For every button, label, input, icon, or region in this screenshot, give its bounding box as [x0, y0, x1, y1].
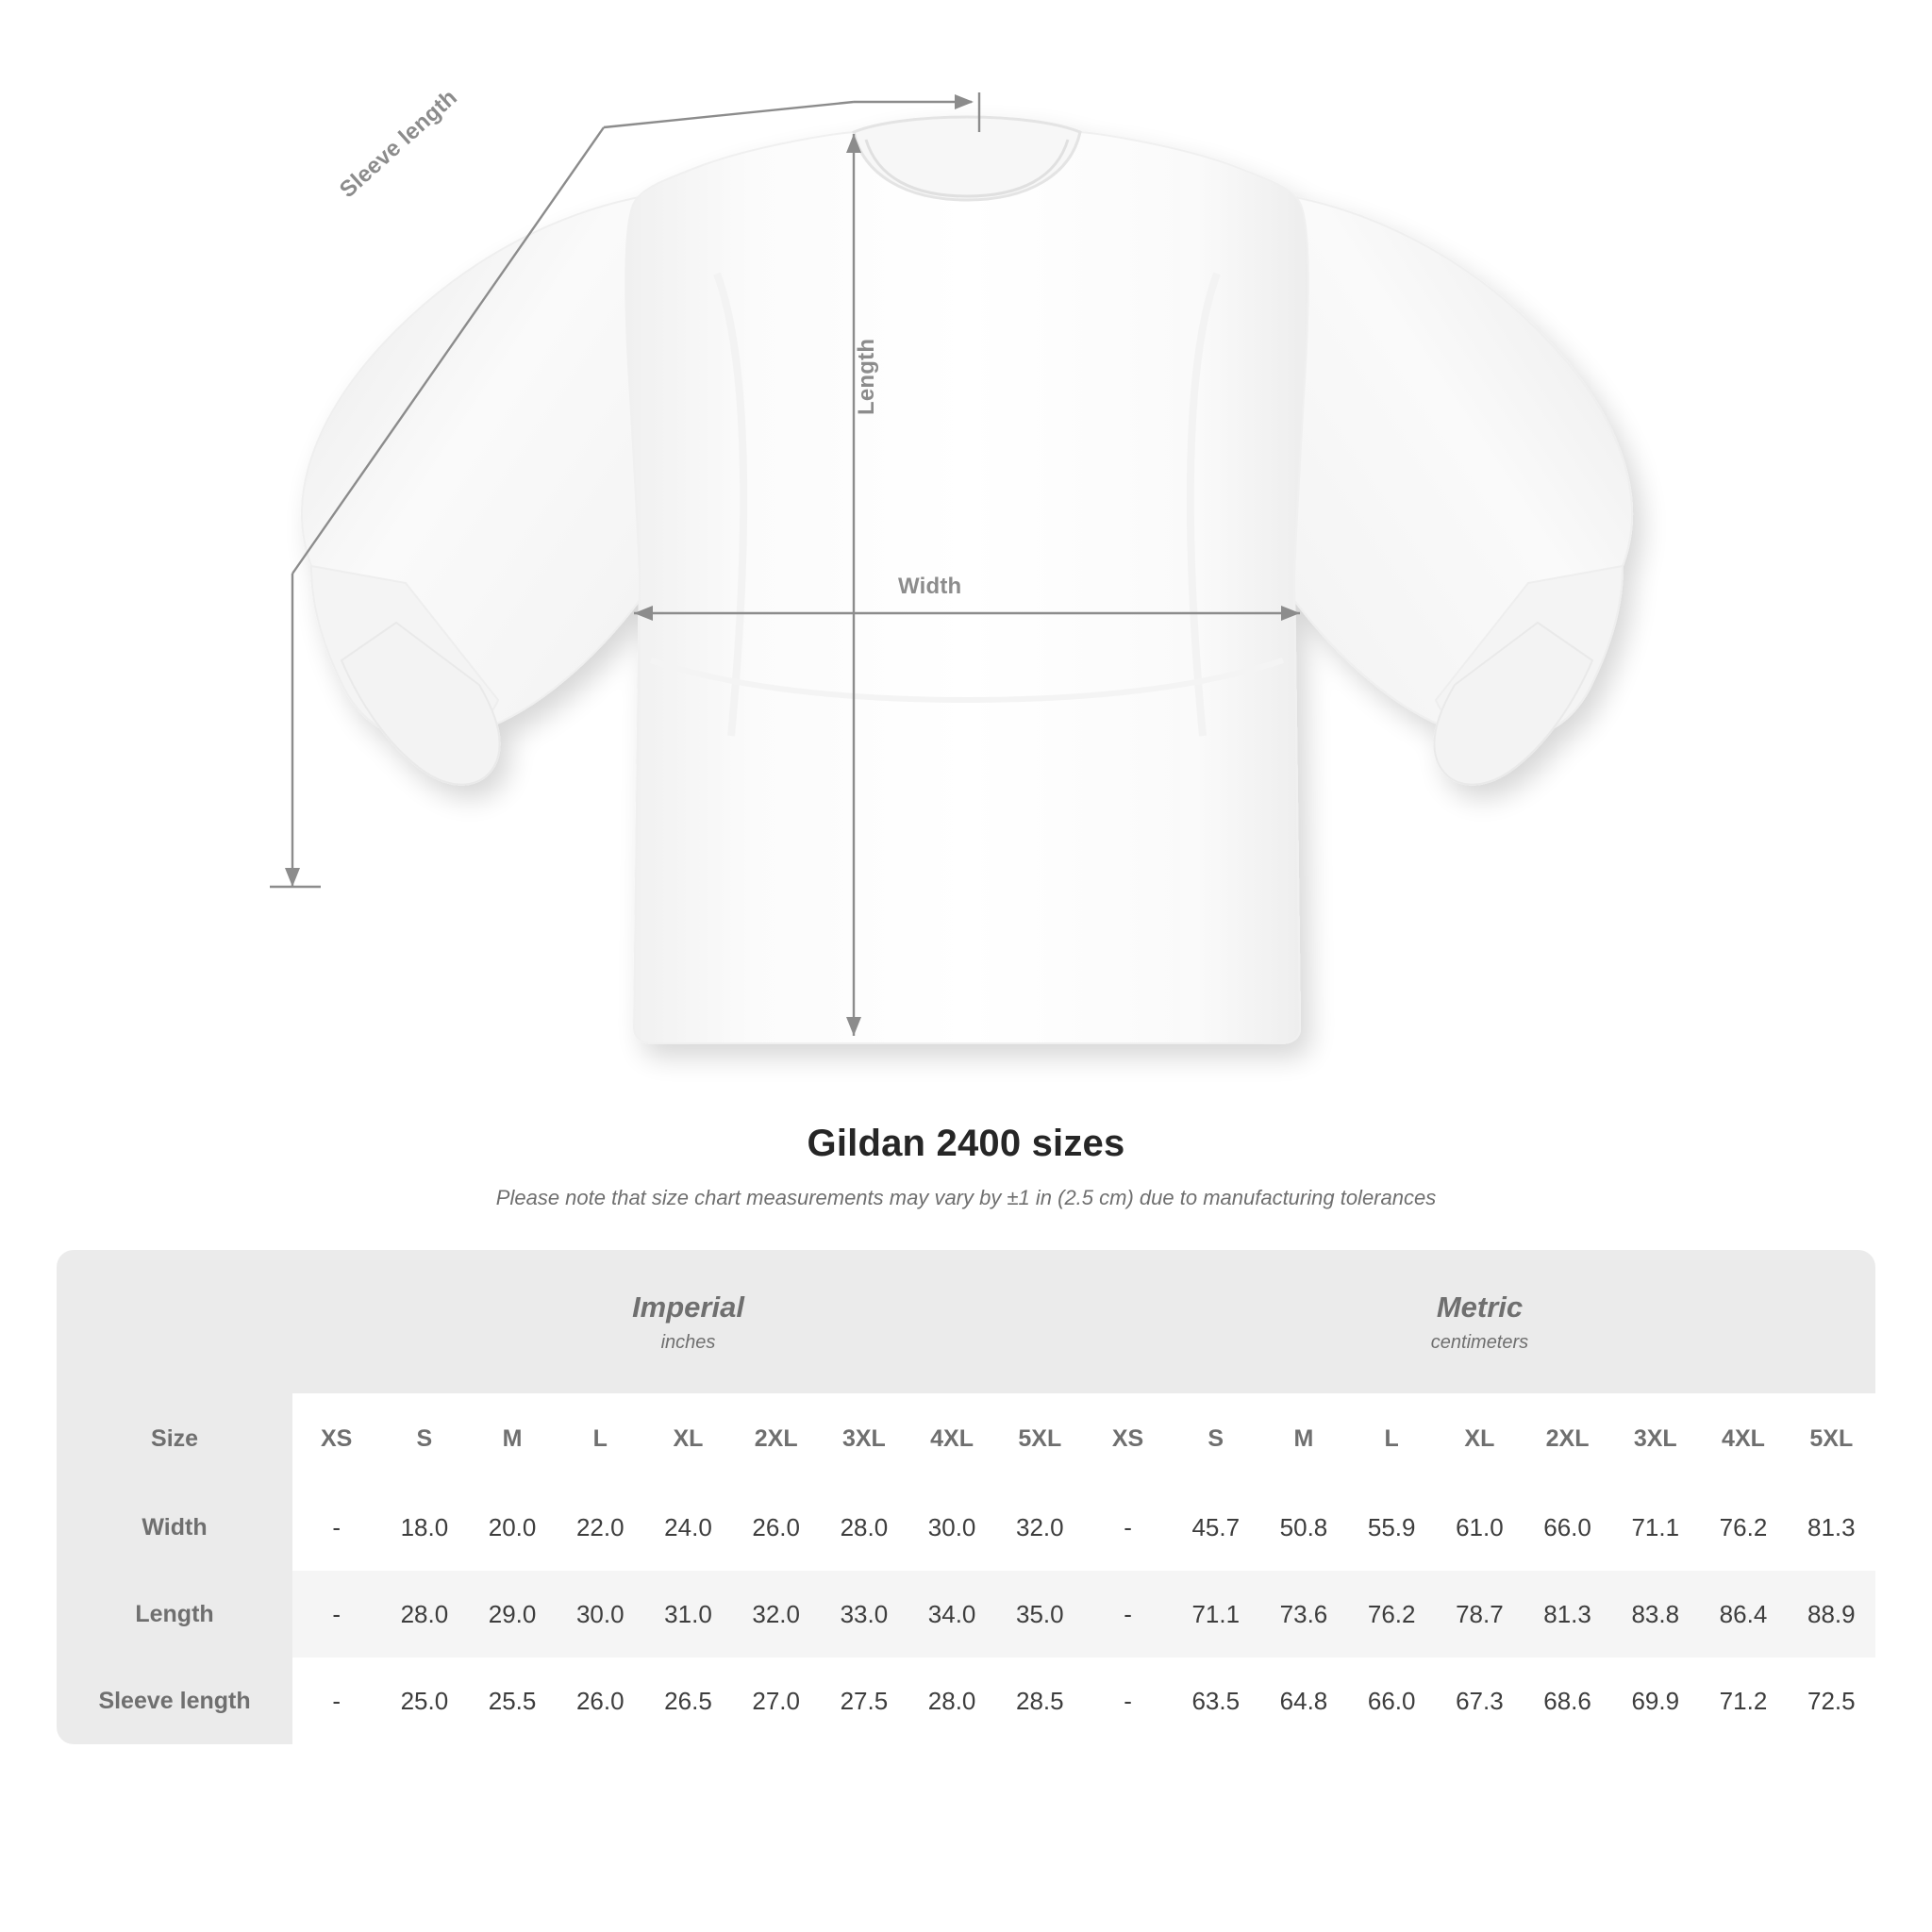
- cell-sleeve-metric-s: 63.5: [1191, 1686, 1241, 1715]
- size-header-label: Size: [57, 1393, 292, 1484]
- cell-width-metric-xl: 61.0: [1456, 1512, 1504, 1541]
- cell-sleeve-metric-3xl: 69.9: [1631, 1686, 1680, 1715]
- unit-sub-imperial: inches: [660, 1331, 716, 1353]
- size-header-metric-2xl: 2XL: [1524, 1393, 1611, 1484]
- cell-sleeve-imperial-s: 25.0: [400, 1686, 449, 1715]
- cell-width-imperial-5xl: 32.0: [1016, 1512, 1064, 1541]
- cell-width-metric-l: 55.9: [1367, 1512, 1416, 1541]
- sleeve-length-dimension-label: Sleeve length: [335, 84, 462, 204]
- cell-width-metric-xs: -: [1124, 1512, 1132, 1541]
- size-table-wrap: [57, 1250, 1875, 1744]
- size-header-imperial-xl: XL: [644, 1393, 732, 1484]
- shirt-silhouette: [302, 117, 1632, 1043]
- unit-header-row: [57, 1250, 1875, 1393]
- unit-sub-metric: centimeters: [1430, 1331, 1529, 1353]
- cell-length-metric-xs: -: [1084, 1571, 1172, 1657]
- cell-sleeve-imperial-m: 25.5: [488, 1686, 537, 1715]
- cell-length-imperial-3xl: 33.0: [820, 1571, 908, 1657]
- cell-length-metric-s: 71.1: [1172, 1571, 1259, 1657]
- cell-length-metric-l: 76.2: [1348, 1571, 1436, 1657]
- size-header-metric-xs: XS: [1084, 1393, 1172, 1484]
- table-row: [57, 1571, 1875, 1657]
- cell-length-metric-5xl: 88.9: [1788, 1571, 1875, 1657]
- unit-name-metric: Metric: [1436, 1290, 1524, 1324]
- size-header-imperial-l: L: [557, 1393, 644, 1484]
- size-header-metric-5xl: 5XL: [1788, 1393, 1875, 1484]
- cell-sleeve-metric-xl: 67.3: [1456, 1686, 1504, 1715]
- row-label-width: Width: [57, 1484, 292, 1571]
- cell-width-metric-4xl: 76.2: [1719, 1512, 1768, 1541]
- cell-length-imperial-s: 28.0: [380, 1571, 468, 1657]
- cell-length-imperial-m: 29.0: [468, 1571, 556, 1657]
- row-label-sleeve-length: Sleeve length: [57, 1657, 292, 1744]
- cell-sleeve-imperial-4xl: 28.0: [927, 1686, 976, 1715]
- cell-length-metric-4xl: 86.4: [1699, 1571, 1787, 1657]
- row-label-length: Length: [57, 1571, 292, 1657]
- cell-width-imperial-3xl: 28.0: [840, 1512, 889, 1541]
- size-table: [57, 1250, 1875, 1744]
- cell-length-metric-m: 73.6: [1259, 1571, 1347, 1657]
- cell-length-imperial-4xl: 34.0: [908, 1571, 995, 1657]
- width-dimension-label: Width: [898, 574, 962, 599]
- size-header-imperial-m: M: [468, 1393, 556, 1484]
- cell-width-imperial-l: 22.0: [575, 1512, 625, 1541]
- cell-sleeve-metric-4xl: 71.2: [1719, 1686, 1768, 1715]
- cell-width-imperial-xl: 24.0: [664, 1512, 712, 1541]
- size-header-metric-4xl: 4XL: [1699, 1393, 1787, 1484]
- size-header-metric-m: M: [1259, 1393, 1347, 1484]
- size-header-imperial-5xl: 5XL: [996, 1393, 1084, 1484]
- unit-name-imperial: Imperial: [632, 1290, 744, 1324]
- size-header-imperial-s: S: [380, 1393, 468, 1484]
- cell-width-metric-3xl: 71.1: [1631, 1512, 1680, 1541]
- cell-width-metric-2xl: 66.0: [1543, 1512, 1591, 1541]
- size-header-imperial-xs: XS: [292, 1393, 380, 1484]
- table-row: [57, 1484, 1875, 1571]
- cell-length-imperial-5xl: 35.0: [996, 1571, 1084, 1657]
- cell-length-imperial-2xl: 32.0: [732, 1571, 820, 1657]
- page-title: Gildan 2400 sizes: [807, 1123, 1125, 1164]
- size-header-metric-l: L: [1348, 1393, 1436, 1484]
- unit-header-imperial: [292, 1250, 1084, 1393]
- title-block: [0, 1123, 1932, 1210]
- cell-width-metric-5xl: 81.3: [1807, 1512, 1856, 1541]
- cell-length-metric-xl: 78.7: [1436, 1571, 1524, 1657]
- size-header-imperial-2xl: 2XL: [732, 1393, 820, 1484]
- cell-sleeve-metric-2xl: 68.6: [1543, 1686, 1591, 1715]
- size-header-imperial-3xl: 3XL: [820, 1393, 908, 1484]
- unit-header-metric: [1084, 1250, 1875, 1393]
- cell-sleeve-imperial-5xl: 28.5: [1016, 1686, 1064, 1715]
- size-header-imperial-4xl: 4XL: [908, 1393, 995, 1484]
- table-row: [57, 1657, 1875, 1744]
- cell-width-imperial-s: 18.0: [400, 1512, 449, 1541]
- cell-width-imperial-m: 20.0: [488, 1512, 537, 1541]
- cell-sleeve-imperial-xs: -: [332, 1686, 341, 1715]
- size-header-metric-s: S: [1172, 1393, 1259, 1484]
- cell-length-imperial-xs: -: [292, 1571, 380, 1657]
- cell-width-imperial-xs: -: [332, 1512, 341, 1541]
- cell-width-imperial-4xl: 30.0: [927, 1512, 976, 1541]
- cell-sleeve-imperial-2xl: 27.0: [752, 1686, 800, 1715]
- unit-header-spacer: [57, 1250, 292, 1393]
- cell-sleeve-metric-m: 64.8: [1279, 1686, 1328, 1715]
- cell-sleeve-imperial-l: 26.0: [575, 1686, 625, 1715]
- cell-width-imperial-2xl: 26.0: [752, 1512, 800, 1541]
- size-header-metric-3xl: 3XL: [1611, 1393, 1699, 1484]
- cell-length-imperial-l: 30.0: [557, 1571, 644, 1657]
- cell-sleeve-metric-xs: -: [1124, 1686, 1132, 1715]
- length-dimension-label: Length: [854, 338, 879, 415]
- size-header-metric-xl: XL: [1436, 1393, 1524, 1484]
- size-header-row: [57, 1393, 1875, 1484]
- cell-sleeve-metric-l: 66.0: [1367, 1686, 1416, 1715]
- cell-length-metric-3xl: 83.8: [1611, 1571, 1699, 1657]
- cell-width-metric-m: 50.8: [1279, 1512, 1328, 1541]
- cell-sleeve-metric-5xl: 72.5: [1807, 1686, 1856, 1715]
- cell-width-metric-s: 45.7: [1191, 1512, 1241, 1541]
- page-subtitle: Please note that size chart measurements may vary by ±1 in (2.5 cm) due to manufacturing tolerances: [495, 1186, 1437, 1209]
- cell-sleeve-imperial-3xl: 27.5: [840, 1686, 889, 1715]
- cell-length-metric-2xl: 81.3: [1524, 1571, 1611, 1657]
- cell-length-imperial-xl: 31.0: [644, 1571, 732, 1657]
- cell-sleeve-imperial-xl: 26.5: [664, 1686, 712, 1715]
